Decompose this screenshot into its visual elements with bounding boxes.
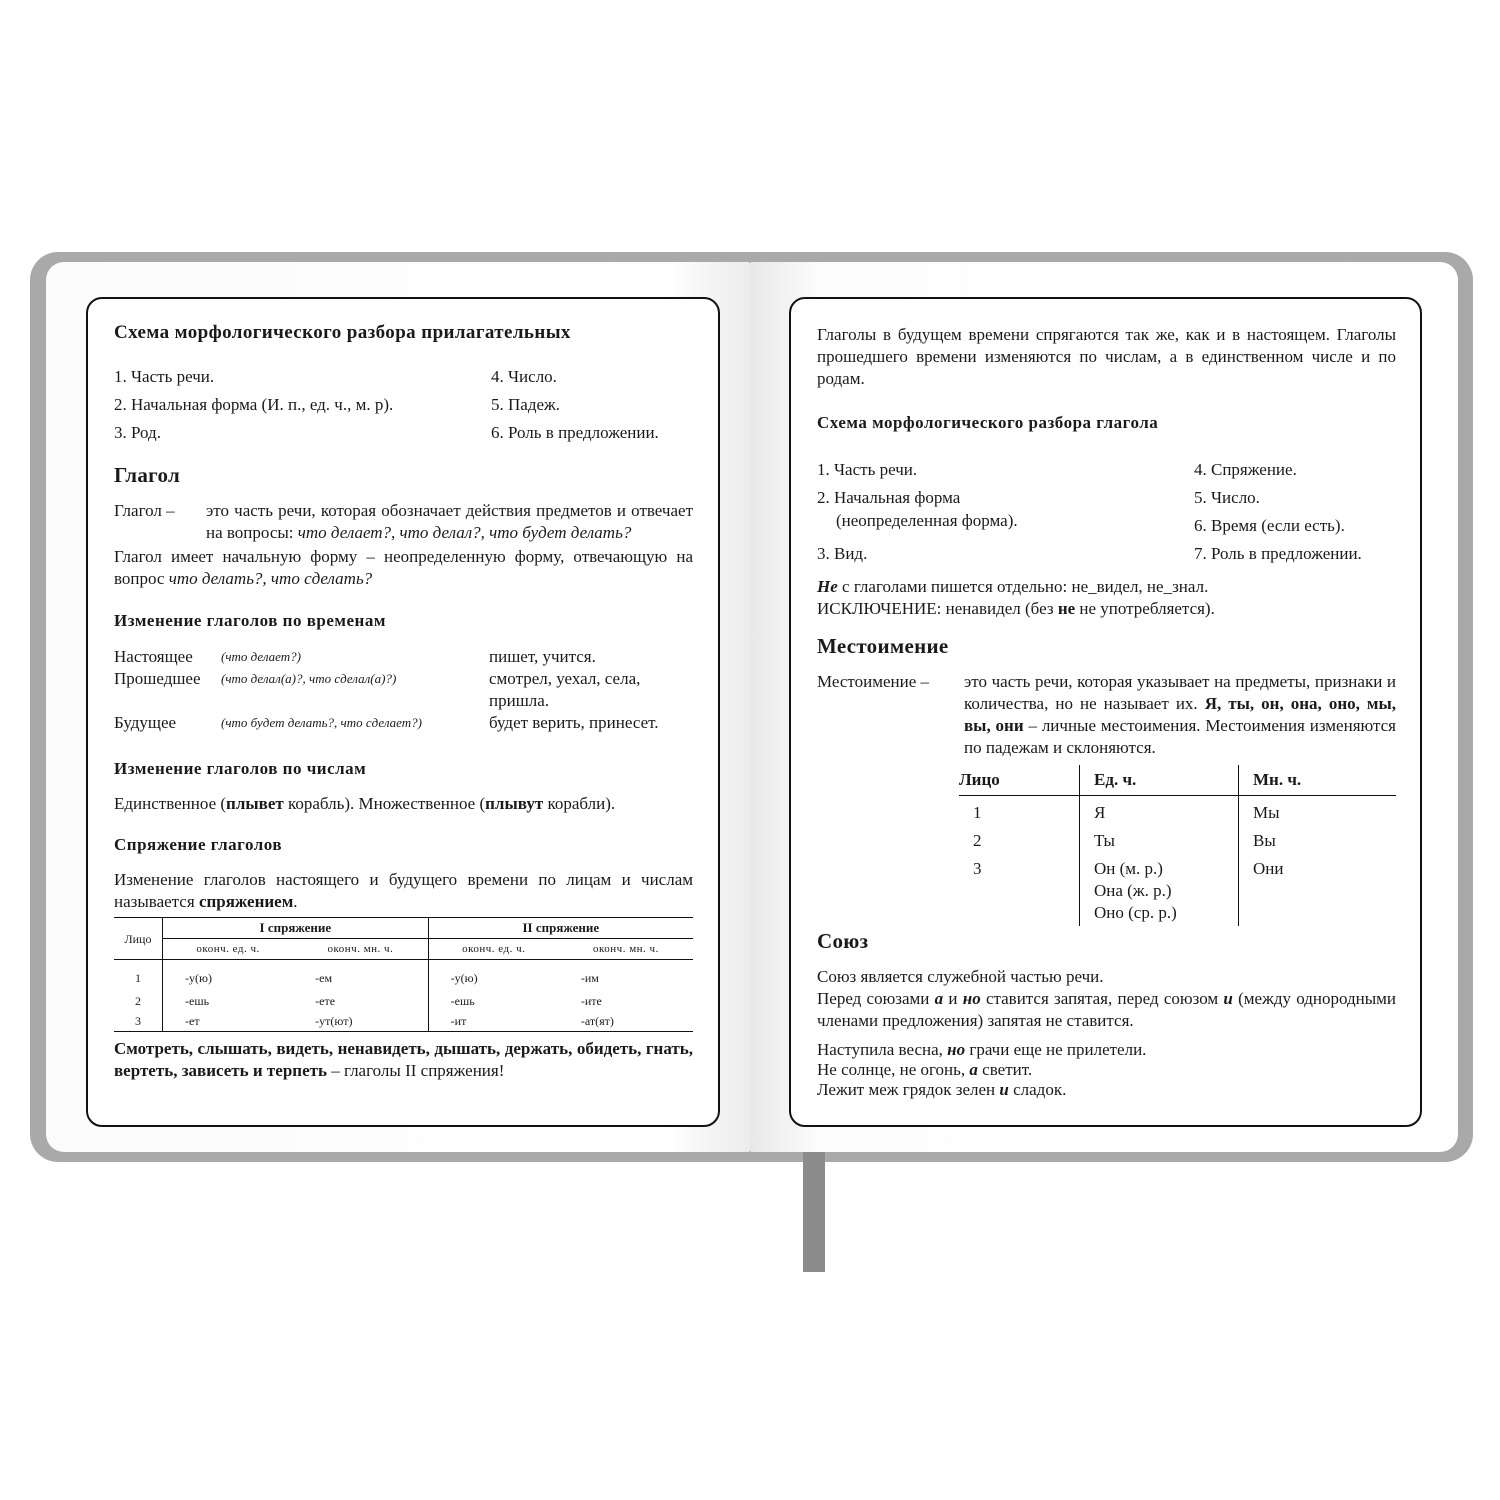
tense-list [114, 646, 693, 734]
ne-exception: ИСКЛЮЧЕНИЕ: ненавидел (без не не употребляется). [817, 599, 1215, 618]
tense-question: (что делает?) [221, 649, 301, 664]
conjunction-comma-rule: Перед союзами а и но ставится запятая, перед союзом и (между однородными членами предложения) запятая не ставится. [817, 989, 1397, 1030]
right-page-content [817, 324, 1396, 1100]
tense-example: пишет, учится. [489, 647, 596, 666]
verb-scheme-title: Схема морфологического разбора глагола [817, 413, 1159, 432]
list-item: (неопределенная форма). [836, 511, 1018, 530]
list-item: 5. Падеж. [491, 395, 561, 414]
ne-rule: Не с глаголами пишется отдельно: не_видел, не_знал. [817, 577, 1209, 596]
list-item: 3. Вид. [817, 544, 868, 563]
table-row: 2 Ты Вы [959, 826, 1396, 854]
tense-question: (что будет делать?, что сделает?) [221, 715, 422, 730]
example-sentence: Лежит меж грядок зелен и сладок. [817, 1080, 1067, 1099]
pronoun-section-title: Местоимение [817, 634, 949, 658]
list-item: 1. Часть речи. [817, 460, 918, 479]
conjunction-section-title: Союз [817, 929, 869, 953]
table-row: 3 Он (м. р.) Она (ж. р.) Оно (ср. р.) Они [959, 854, 1396, 926]
table-header: Лицо [959, 765, 1080, 796]
tense-name: Прошедшее [114, 669, 201, 688]
table-header: II спряжение [428, 918, 693, 939]
verb-questions: что делает?, что делал?, что будет делать? [297, 523, 632, 542]
example-sentence: Наступила весна, но грачи еще не прилетели. [817, 1040, 1147, 1059]
verb-section-title: Глагол [114, 463, 181, 487]
tense-name: Настоящее [114, 647, 193, 666]
verb-definition-text: это часть речи, которая обозначает действия предметов и отвечает на вопросы: [206, 501, 693, 542]
number-example: Единственное (плывет корабль). Множественное (плывут корабли). [114, 794, 616, 813]
table-subheader: оконч. ед. ч. [428, 939, 559, 960]
conjunction-examples [817, 1040, 1396, 1100]
conjugation-table [114, 917, 693, 1032]
future-tense-note: Глаголы в будущем времени спрягаются так же, как и в настоящем. Глаголы прошедшего времени изменяются по числам, а в единственном числе и по родам. [817, 325, 1396, 388]
list-item: 3. Род. [114, 423, 161, 442]
conjunction-definition: Союз является служебной частью речи. [817, 967, 1104, 986]
list-item: 4. Спряжение. [1194, 460, 1297, 479]
table-header: I спряжение [163, 918, 429, 939]
table-subheader: оконч. мн. ч. [559, 939, 693, 960]
conjugation-section-title: Спряжение глаголов [114, 835, 283, 854]
list-item: 5. Число. [1194, 488, 1260, 507]
tense-section-title: Изменение глаголов по временам [114, 611, 386, 630]
table-row: 1 Я Мы [959, 796, 1396, 827]
list-item: 4. Число. [491, 367, 557, 386]
pronoun-definition: Местоимение – это часть речи, которая указывает на предметы, признаки и количества, но не называет их. Я, ты, он, она, оно, мы, вы, они – личные местоимения. Местоимения изменяются по падежам и склоняются. [817, 672, 1396, 757]
verb-term: Глагол – [114, 501, 175, 520]
number-section-title: Изменение глаголов по числам [114, 759, 367, 778]
list-item: 1. Часть речи. [114, 367, 215, 386]
adjective-scheme-list [114, 363, 693, 447]
tense-example: смотрел, уехал, села, пришла. [489, 669, 641, 710]
conjugation-definition: Изменение глаголов настоящего и будущего времени по лицам и числам называется спряжением. [114, 870, 693, 911]
verb-definition [114, 500, 693, 544]
verb-scheme-list [817, 456, 1396, 568]
list-item: 6. Роль в предложении. [491, 423, 659, 442]
table-header: Ед. ч. [1080, 765, 1239, 796]
tense-name: Будущее [114, 713, 177, 732]
left-page-content [114, 322, 693, 1082]
list-item: 2. Начальная форма [817, 488, 961, 507]
table-header: Лицо [114, 918, 163, 960]
table-row: 3 -ет -ут(ют) -ит -ат(ят) [114, 1009, 693, 1032]
adjective-scheme-title: Схема морфологического разбора прилагательных [114, 322, 571, 343]
table-row: 2 -ешь -ете -ешь -ите [114, 986, 693, 1009]
pronoun-term: Местоимение – [817, 672, 930, 691]
list-item: 2. Начальная форма (И. п., ед. ч., м. р). [114, 395, 394, 414]
table-header: Мн. ч. [1239, 765, 1397, 796]
tense-example: будет верить, принесет. [489, 713, 659, 732]
list-item: 7. Роль в предложении. [1194, 544, 1362, 563]
bookmark-ribbon [803, 1150, 825, 1272]
tense-question: (что делал(а)?, что сделал(а)?) [221, 671, 397, 686]
table-subheader: оконч. мн. ч. [293, 939, 428, 960]
conjugation-two-exceptions: Смотреть, слышать, видеть, ненавидеть, дышать, держать, обидеть, гнать, вертеть, зависеть и терпеть – глаголы II спряжения! [114, 1039, 693, 1080]
list-item: 6. Время (если есть). [1194, 516, 1345, 535]
verb-initial-form: Глагол имеет начальную форму – неопределенную форму, отвечающую на вопрос что делать?, что сделать? [114, 547, 693, 588]
pronoun-table [959, 765, 1396, 926]
example-sentence: Не солнце, не огонь, а светит. [817, 1060, 1033, 1079]
table-subheader: оконч. ед. ч. [163, 939, 294, 960]
table-row: 1 -у(ю) -ем -у(ю) -им [114, 960, 693, 986]
